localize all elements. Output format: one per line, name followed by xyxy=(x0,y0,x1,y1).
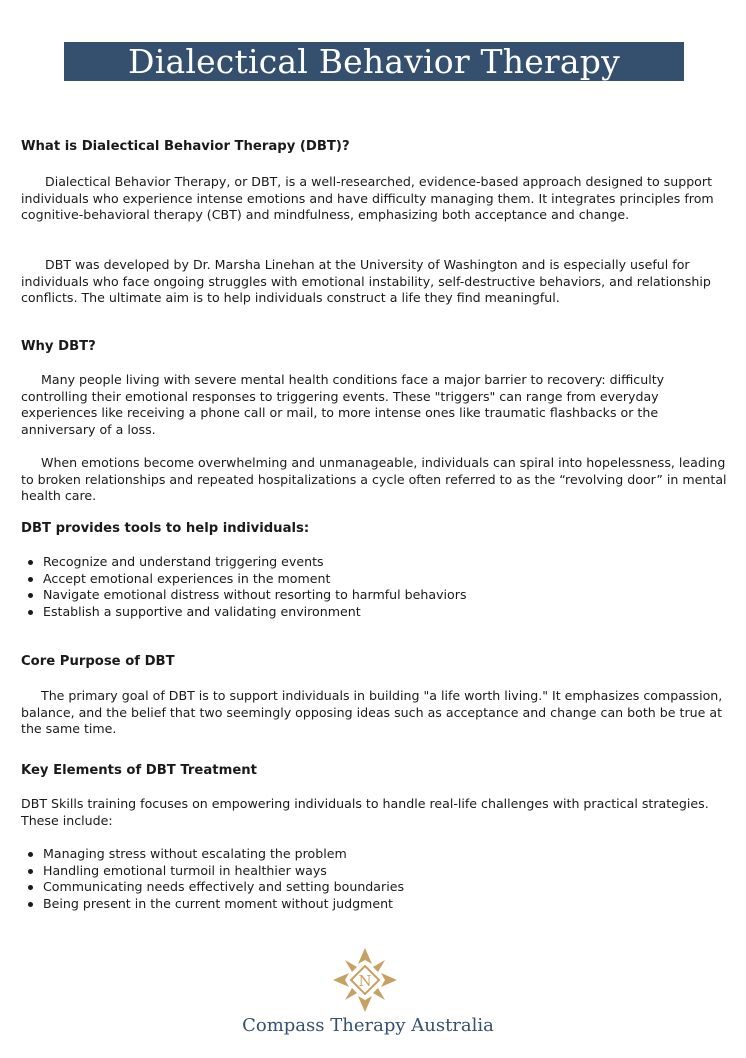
bullet-icon xyxy=(28,610,33,615)
section-heading-tools: DBT provides tools to help individuals: xyxy=(21,521,310,536)
compass-logo-icon xyxy=(331,946,399,1014)
list-item xyxy=(21,571,467,588)
section-heading-what: What is Dialectical Behavior Therapy (DBT)? xyxy=(21,139,350,154)
title-banner xyxy=(64,42,684,81)
list-item xyxy=(21,879,404,896)
list-item xyxy=(21,554,467,571)
why-paragraph-2: When emotions become overwhelming and unmanageable, individuals can spiral into hopelessness, leading to broken relationships and repeated hospitalizations a cycle often referred to as the “revolving door” in mental health care. xyxy=(21,455,727,504)
bullet-icon xyxy=(28,593,33,598)
key-paragraph-1: DBT Skills training focuses on empowering individuals to handle real-life challenges with practical strategies. These include: xyxy=(21,796,709,828)
what-paragraph-2: DBT was developed by Dr. Marsha Linehan at the University of Washington and is especially useful for individuals who face ongoing struggles with emotional instability, self-destructive behaviors, and relationship conflicts. The ultimate aim is to help individuals construct a life they find meaningful. xyxy=(21,257,711,306)
section-heading-key: Key Elements of DBT Treatment xyxy=(21,763,257,778)
why-paragraph-1: Many people living with severe mental health conditions face a major barrier to recovery: difficulty controlling their emotional responses to triggering events. These "triggers" can range from everyday experiences like receiving a phone call or mail, to more intense ones like traumatic flashbacks or the anniversary of a loss. xyxy=(21,372,665,437)
brand-name: Compass Therapy Australia xyxy=(242,1015,494,1036)
key-elements-list xyxy=(21,846,404,912)
list-item-text: Accept emotional experiences in the moment xyxy=(43,570,331,586)
bullet-icon xyxy=(28,852,33,857)
list-item xyxy=(21,863,404,880)
list-item-text: Establish a supportive and validating environment xyxy=(43,603,361,619)
section-heading-why: Why DBT? xyxy=(21,339,96,354)
bullet-icon xyxy=(28,577,33,582)
list-item-text: Recognize and understand triggering events xyxy=(43,554,324,569)
list-item-text: Managing stress without escalating the problem xyxy=(43,846,347,861)
core-paragraph-1: The primary goal of DBT is to support individuals in building "a life worth living." It emphasizes compassion, balance, and the belief that two seemingly opposing ideas such as acceptance and change can both be true at the same time. xyxy=(21,688,723,737)
list-item-text: Communicating needs effectively and setting boundaries xyxy=(43,879,405,895)
section-heading-core: Core Purpose of DBT xyxy=(21,654,175,669)
list-item xyxy=(21,587,467,604)
bullet-icon xyxy=(28,869,33,874)
list-item xyxy=(21,846,404,863)
page-title: Dialectical Behavior Therapy xyxy=(128,42,620,81)
bullet-icon xyxy=(28,560,33,565)
list-item-text: Being present in the current moment without judgment xyxy=(43,895,393,911)
list-item-text: Handling emotional turmoil in healthier ways xyxy=(43,862,327,878)
list-item-text: Navigate emotional distress without resorting to harmful behaviors xyxy=(43,587,467,603)
logo-letter: N xyxy=(358,972,372,990)
bullet-icon xyxy=(28,885,33,890)
bullet-icon xyxy=(28,902,33,907)
tools-list xyxy=(21,554,467,620)
what-paragraph-1: Dialectical Behavior Therapy, or DBT, is a well-researched, evidence-based approach designed to support individuals who experience intense emotions and have difficulty managing them. It integrates principles from cognitive-behavioral therapy (CBT) and mindfulness, emphasizing both acceptance and change. xyxy=(21,174,714,223)
list-item xyxy=(21,604,467,621)
list-item xyxy=(21,896,404,913)
